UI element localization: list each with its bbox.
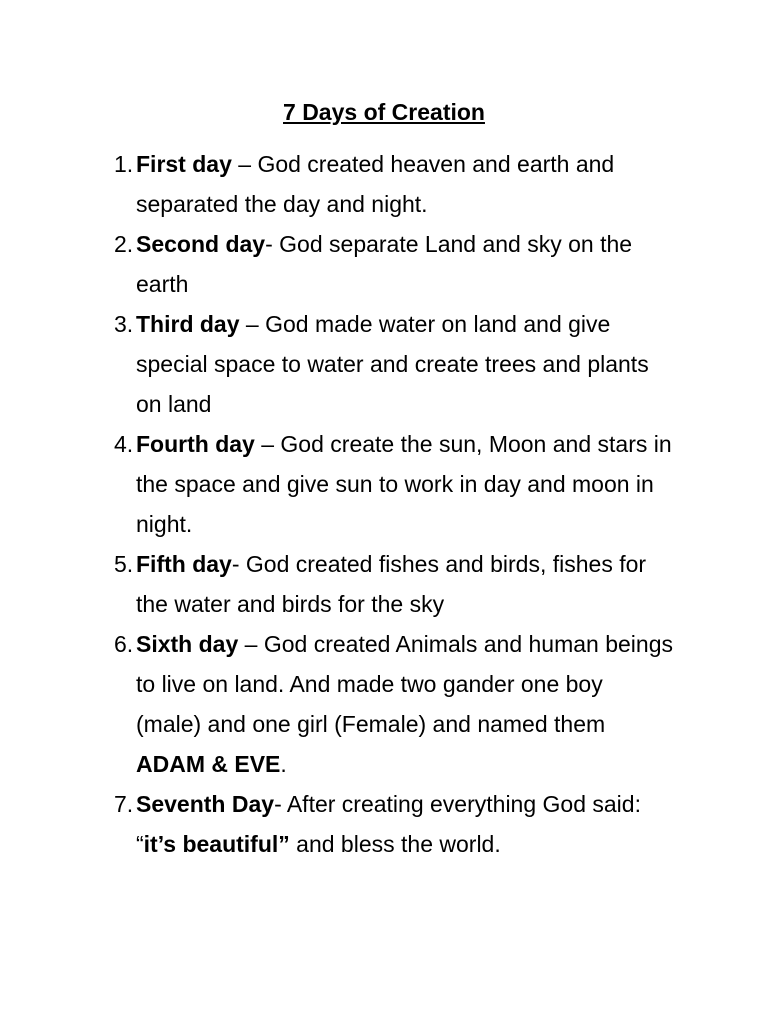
day-label: Fourth day	[136, 431, 255, 457]
day-label: Fifth day	[136, 551, 232, 577]
list-item-day-5	[114, 544, 674, 624]
list-number: 1.	[114, 151, 134, 177]
list-item-day-1	[114, 144, 674, 224]
list-item-day-6	[114, 624, 674, 784]
day-label: First day	[136, 151, 232, 177]
day-description: – God created Animals and human beings to live on land. And made two gander one boy (male) and one girl (Female) and named them	[136, 631, 673, 737]
list-number: 7.	[114, 791, 134, 817]
list-item-day-4	[114, 424, 674, 544]
day-label: Seventh Day	[136, 791, 275, 817]
list-item-day-3	[114, 304, 674, 424]
day-label: Third day	[136, 311, 240, 337]
list-item-day-2	[114, 224, 674, 304]
day-label: Sixth day	[136, 631, 239, 657]
day-description: – God create the sun, Moon and stars in the space and give sun to work in day and moon in night.	[136, 431, 672, 537]
document-title: 7 Days of Creation	[283, 99, 485, 125]
day-description: - God separate Land and sky on the earth	[136, 231, 633, 297]
emphasis-names: ADAM & EVE	[136, 751, 281, 777]
list-number: 5.	[114, 551, 134, 577]
day-label: Second day	[136, 231, 266, 257]
day-description: - After creating everything God said: “	[136, 791, 641, 857]
day-description: – God created heaven and earth and separated the day and night.	[136, 151, 615, 217]
creation-days-list	[114, 144, 674, 864]
day-description: - God created fishes and birds, fishes for the water and birds for the sky	[136, 551, 647, 617]
list-number: 4.	[114, 431, 134, 457]
day-description: – God made water on land and give special space to water and create trees and plants on land	[136, 311, 649, 417]
day-description-end: .	[280, 751, 287, 777]
list-item-day-7	[114, 784, 674, 864]
list-number: 6.	[114, 631, 134, 657]
emphasis-quote: it’s beautiful”	[143, 831, 290, 857]
list-number: 2.	[114, 231, 134, 257]
list-number: 3.	[114, 311, 134, 337]
day-description-end: and bless the world.	[289, 831, 501, 857]
